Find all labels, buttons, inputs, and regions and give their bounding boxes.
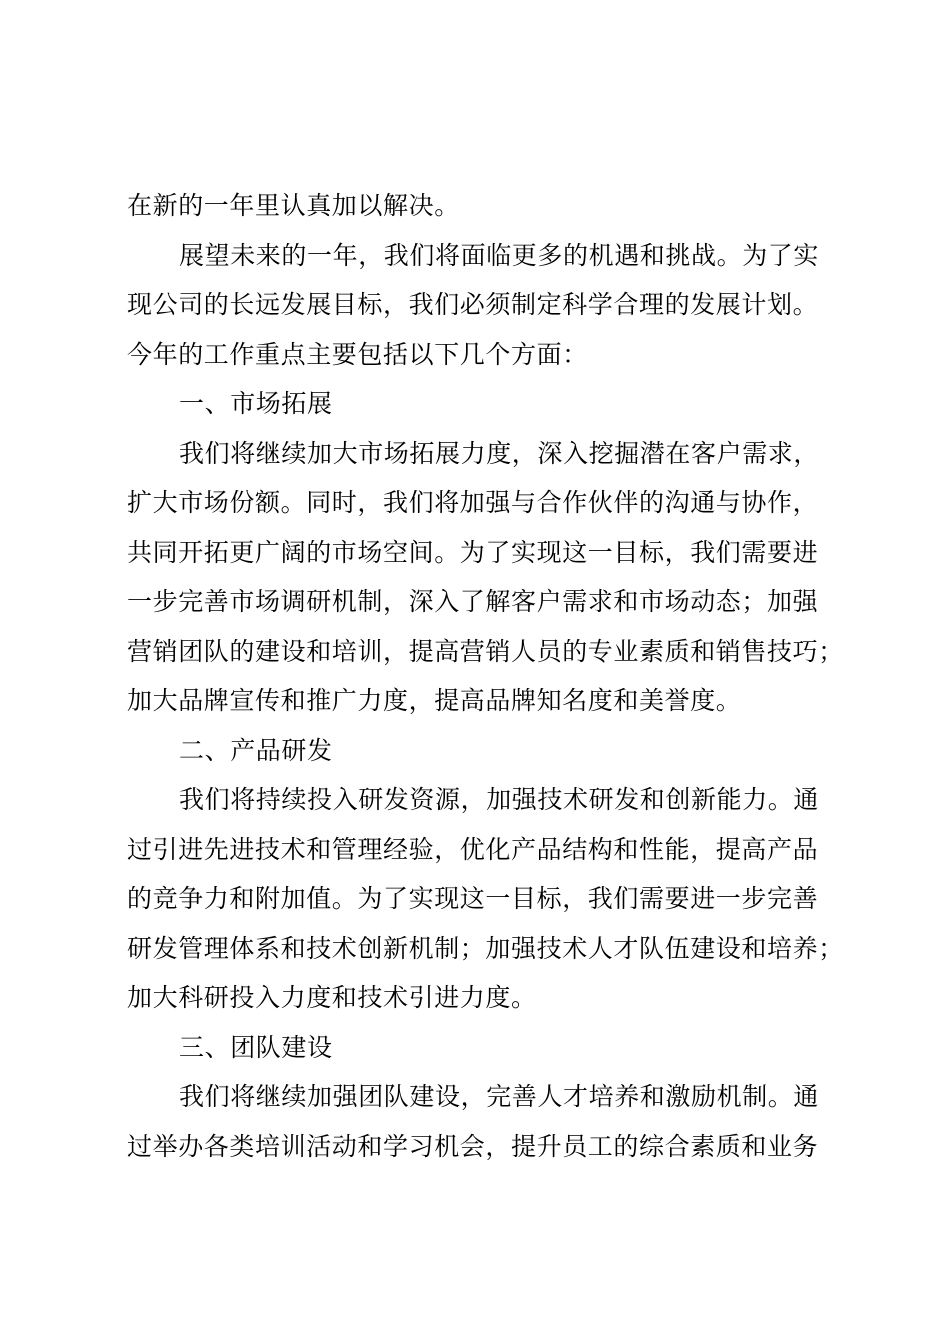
section-heading: 一、市场拓展	[179, 389, 333, 418]
text-line: 我们将持续投入研发资源，加强技术研发和创新能力。通	[179, 785, 820, 814]
text-line: 今年的工作重点主要包括以下几个方面：	[127, 339, 588, 369]
text-line: 过引进先进技术和管理经验，优化产品结构和性能，提高产品	[127, 834, 819, 864]
document-body	[127, 181, 867, 1171]
text-line: 现公司的长远发展目标，我们必须制定科学合理的发展计划。	[127, 290, 819, 319]
text-line: 的竞争力和附加值。为了实现这一目标，我们需要进一步完善	[127, 884, 819, 913]
text-line: 我们将继续加强团队建设，完善人才培养和激励机制。通	[179, 1082, 820, 1111]
text-line: 展望未来的一年，我们将面临更多的机遇和挑战。为了实	[179, 240, 820, 270]
section-heading: 三、团队建设	[179, 1032, 333, 1062]
text-line: 一步完善市场调研机制，深入了解客户需求和市场动态；加强	[127, 587, 819, 616]
text-line: 我们将继续加大市场拓展力度，深入挖掘潜在客户需求，	[179, 438, 820, 468]
text-line: 加大科研投入力度和技术引进力度。	[127, 983, 537, 1012]
text-line: 过举办各类培训活动和学习机会，提升员工的综合素质和业务	[127, 1131, 819, 1161]
text-line: 共同开拓更广阔的市场空间。为了实现这一目标，我们需要进	[127, 537, 819, 567]
section-heading: 二、产品研发	[179, 735, 333, 765]
text-line: 加大品牌宣传和推广力度，提高品牌知名度和美誉度。	[127, 686, 742, 715]
text-line: 在新的一年里认真加以解决。	[127, 191, 460, 220]
text-line: 研发管理体系和技术创新机制；加强技术人才队伍建设和培养；	[127, 933, 844, 963]
text-line: 扩大市场份额。同时，我们将加强与合作伙伴的沟通与协作，	[127, 488, 819, 517]
text-line: 营销团队的建设和培训，提高营销人员的专业素质和销售技巧；	[127, 636, 844, 666]
